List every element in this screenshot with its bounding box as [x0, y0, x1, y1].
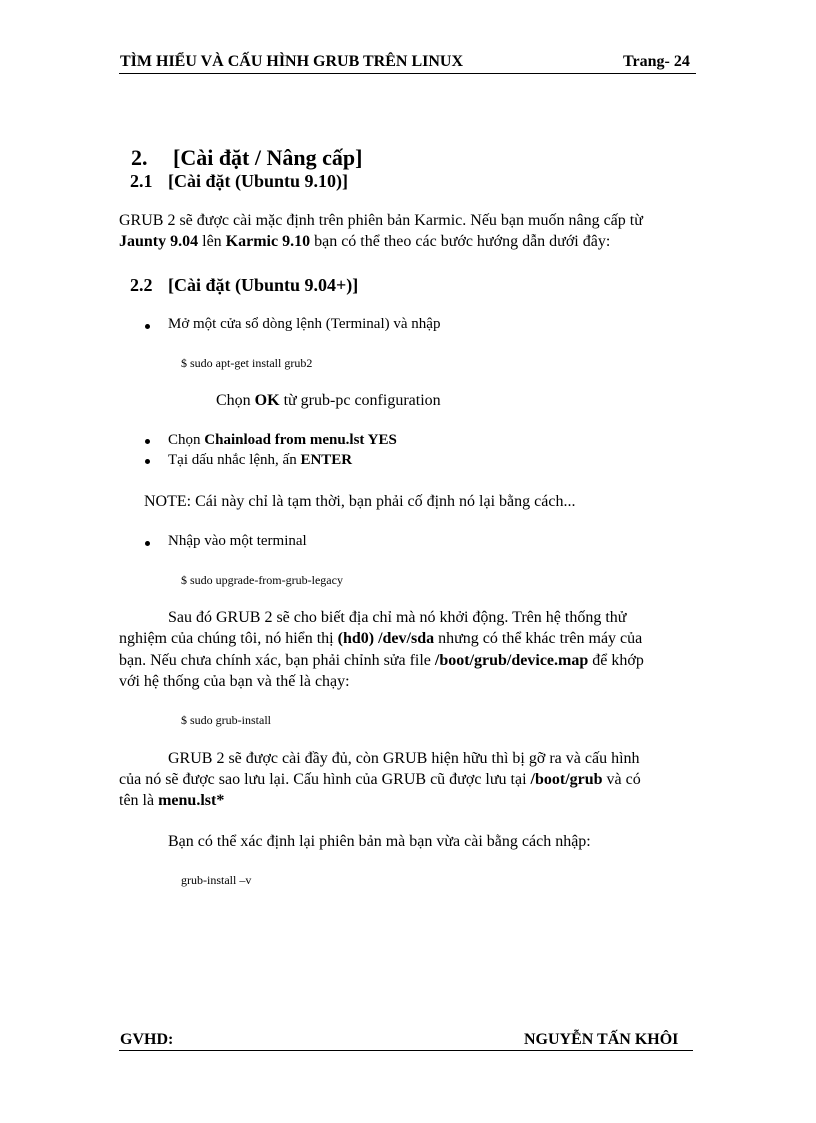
header-title: TÌM HIỂU VÀ CẤU HÌNH GRUB TRÊN LINUX: [120, 53, 464, 70]
bullet-open-terminal: Mở một cửa sổ dòng lệnh (Terminal) và nhập: [168, 316, 441, 332]
intro-line-2: Jaunty 9.04 lên Karmic 9.10 bạn có thể theo các bước hướng dẫn dưới đây:: [119, 233, 611, 250]
footer-rule: [119, 1050, 693, 1051]
para2-line-3: tên là menu.lst*: [119, 792, 225, 809]
bullet-chainload: Chọn Chainload from menu.lst YES: [168, 432, 397, 448]
para1-line-3: bạn. Nếu chưa chính xác, bạn phải chỉnh sửa file /boot/grub/device.map để khớp: [119, 652, 644, 669]
jaunty-version: Jaunty 9.04: [119, 233, 199, 250]
para1-line-4: với hệ thống của bạn và thế là chạy:: [119, 673, 350, 690]
para1-line-1: Sau đó GRUB 2 sẽ cho biết địa chỉ mà nó khởi động. Trên hệ thống thử: [168, 609, 627, 626]
command-grub-install: $ sudo grub-install: [181, 713, 271, 727]
para3-text: Bạn có thể xác định lại phiên bản mà bạn vừa cài bằng cách nhập:: [168, 833, 591, 850]
subsection-number-2-2: 2.2: [130, 275, 153, 295]
bullet-enter: Tại dấu nhắc lệnh, ấn ENTER: [168, 452, 353, 468]
karmic-version: Karmic 9.10: [225, 233, 311, 250]
subsection-title-2-2: [Cài đặt (Ubuntu 9.04+)]: [168, 275, 359, 295]
para2-line-1: GRUB 2 sẽ được cài đầy đủ, còn GRUB hiện hữu thì bị gỡ ra và cấu hình: [168, 750, 640, 767]
note-text: NOTE: Cái này chỉ là tạm thời, bạn phải cố định nó lại bằng cách...: [144, 493, 576, 510]
bullet-icon: [145, 439, 150, 444]
subsection-number-2-1: 2.1: [130, 171, 153, 191]
bullet-icon: [145, 459, 150, 464]
intro-line-1: GRUB 2 sẽ được cài mặc định trên phiên bản Karmic. Nếu bạn muốn nâng cấp từ: [119, 212, 643, 229]
ok-label: OK: [254, 392, 280, 409]
header-rule: [119, 73, 696, 74]
header-page-number: Trang- 24: [623, 53, 690, 70]
command-upgrade-from-legacy: $ sudo upgrade-from-grub-legacy: [181, 573, 343, 587]
para1-line-2: nghiệm của chúng tôi, nó hiển thị (hd0) /dev/sda nhưng có thể khác trên máy của: [119, 630, 643, 647]
command-grub-install-version: grub-install –v: [181, 873, 252, 887]
command-install-grub2: $ sudo apt-get install grub2: [181, 356, 313, 370]
section-title: [Cài đặt / Nâng cấp]: [173, 145, 363, 170]
bullet-open-terminal-2: Nhập vào một terminal: [168, 533, 307, 549]
section-number: 2.: [131, 145, 148, 170]
subsection-title-2-1: [Cài đặt (Ubuntu 9.10)]: [168, 171, 349, 191]
footer-left-label: GVHD:: [120, 1031, 174, 1048]
choose-ok-line: Chọn OK từ grub-pc configuration: [216, 392, 441, 409]
footer-author: NGUYỄN TẤN KHÔI: [524, 1031, 679, 1048]
bullet-icon: [145, 541, 150, 546]
para2-line-2: của nó sẽ được sao lưu lại. Cấu hình của GRUB cũ được lưu tại /boot/grub và có: [119, 771, 641, 788]
bullet-icon: [145, 324, 150, 329]
